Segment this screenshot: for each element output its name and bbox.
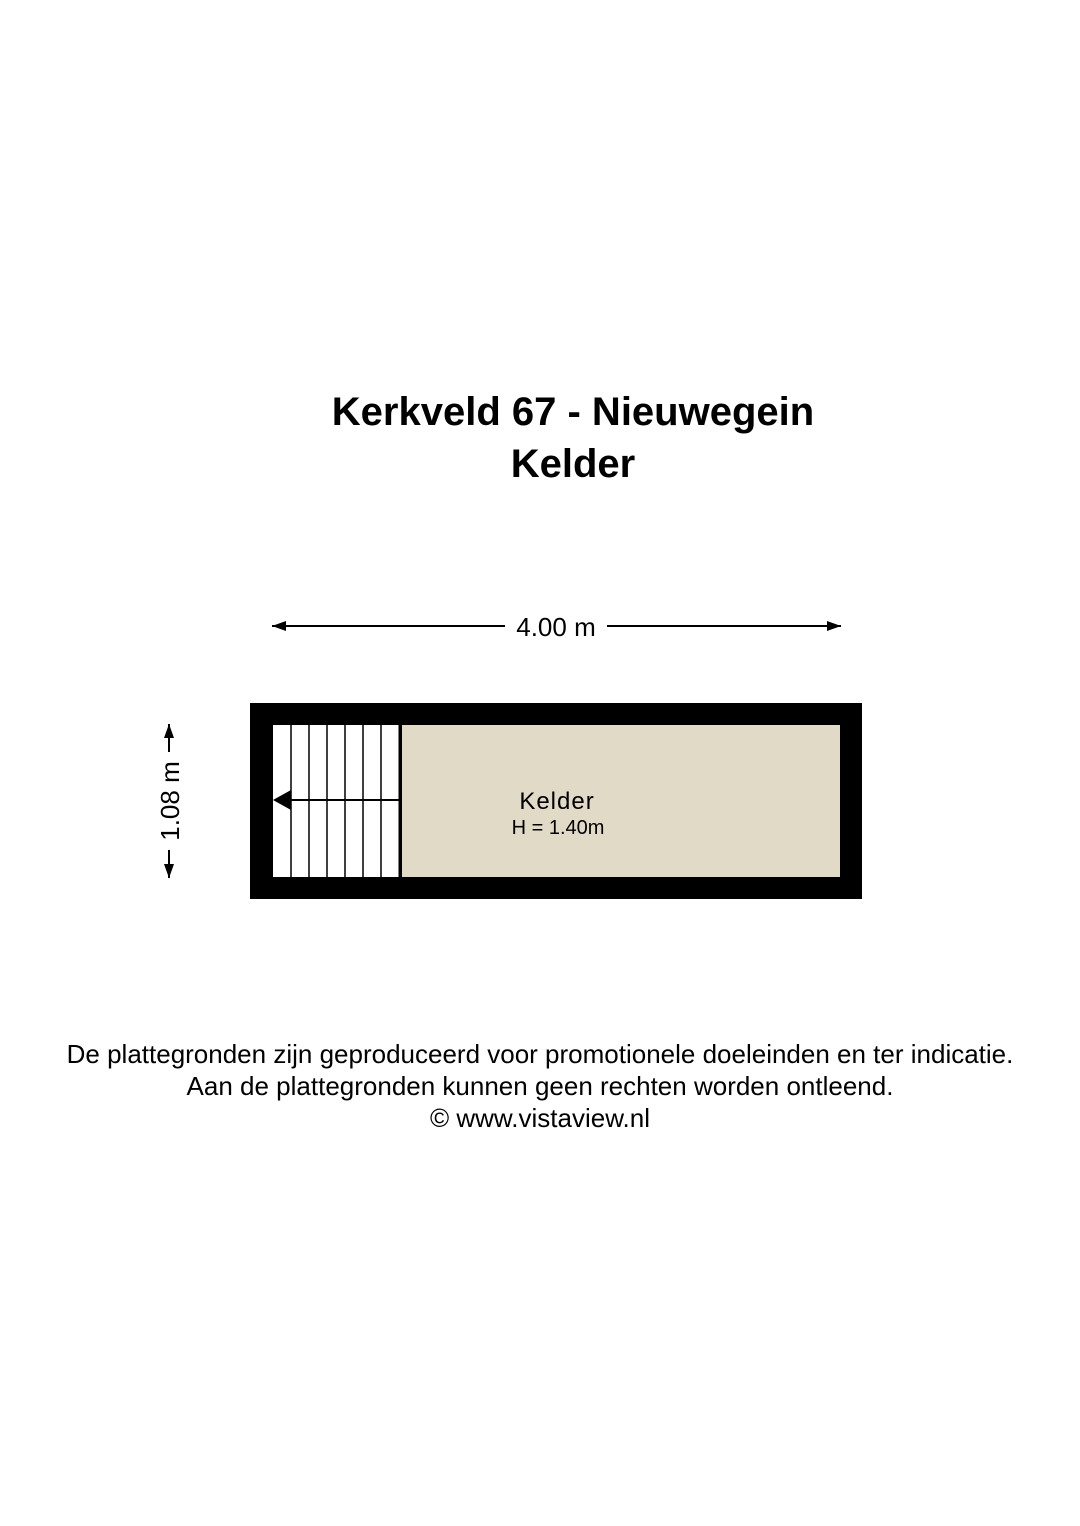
disclaimer [0, 1038, 1080, 1134]
depth-dimension [155, 724, 185, 878]
room-name: Kelder [519, 788, 595, 815]
disclaimer-line-2: Aan de plattegronden kunnen geen rechten worden ontleend. [186, 1071, 894, 1101]
room-kelder [402, 725, 840, 877]
page-title: Kerkveld 67 - Nieuwegein [331, 390, 815, 434]
width-dimension [272, 612, 841, 642]
floor-title: Kelder [510, 442, 636, 486]
copyright-link[interactable]: © www.vistaview.nl [430, 1103, 650, 1133]
depth-dimension-label: 1.08 m [155, 761, 185, 841]
disclaimer-line-1: De plattegronden zijn geproduceerd voor promotionele doeleinden en ter indicatie. [66, 1039, 1014, 1069]
width-dimension-label: 4.00 m [516, 612, 596, 642]
room-height: H = 1.40m [511, 817, 605, 839]
